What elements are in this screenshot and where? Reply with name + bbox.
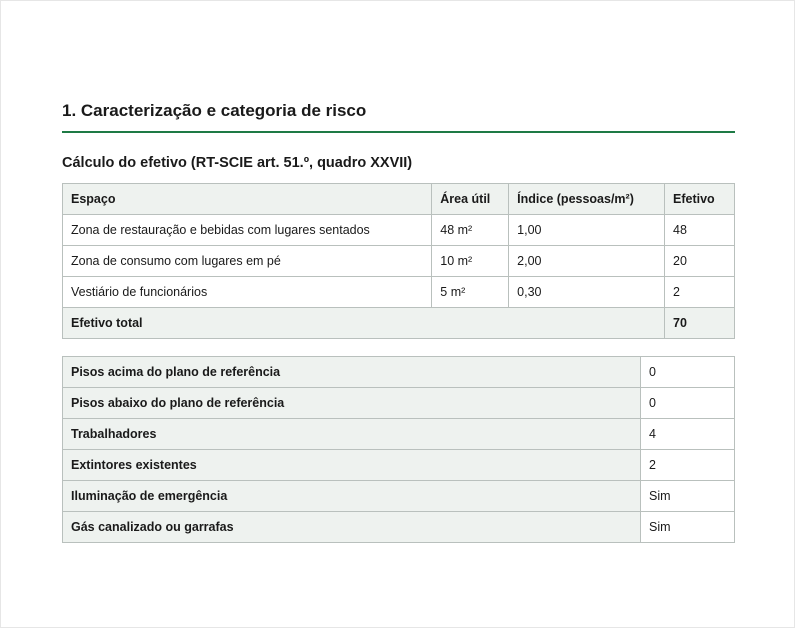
header-indice: Índice (pessoas/m²) [509, 184, 665, 215]
cell-efetivo: 2 [665, 277, 735, 308]
table-row [63, 215, 735, 246]
info-value: 4 [641, 419, 735, 450]
info-value: 0 [641, 388, 735, 419]
info-value: 0 [641, 357, 735, 388]
total-value: 70 [665, 308, 735, 339]
info-label: Trabalhadores [63, 419, 641, 450]
efetivo-table [62, 183, 735, 339]
info-label: Iluminação de emergência [63, 481, 641, 512]
cell-area-util: 10 m² [432, 246, 509, 277]
table-row [63, 246, 735, 277]
header-area-util: Área útil [432, 184, 509, 215]
efetivo-table-title: Cálculo do efetivo (RT-SCIE art. 51.º, quadro XXVII) [62, 155, 413, 171]
cell-espaco: Zona de consumo com lugares em pé [63, 246, 432, 277]
cell-espaco: Zona de restauração e bebidas com lugares sentados [63, 215, 432, 246]
info-row [63, 357, 735, 388]
cell-indice: 2,00 [509, 246, 665, 277]
building-info-table [62, 356, 735, 543]
info-row [63, 388, 735, 419]
info-label: Gás canalizado ou garrafas [63, 512, 641, 543]
info-label: Pisos acima do plano de referência [63, 357, 641, 388]
table-row [63, 277, 735, 308]
info-row [63, 512, 735, 543]
total-row [63, 308, 735, 339]
info-row [63, 481, 735, 512]
total-label: Efetivo total [63, 308, 665, 339]
cell-area-util: 5 m² [432, 277, 509, 308]
info-row [63, 419, 735, 450]
cell-indice: 1,00 [509, 215, 665, 246]
cell-area-util: 48 m² [432, 215, 509, 246]
cell-espaco: Vestiário de funcionários [63, 277, 432, 308]
info-value: Sim [641, 481, 735, 512]
header-espaco: Espaço [63, 184, 432, 215]
info-value: Sim [641, 512, 735, 543]
info-label: Extintores existentes [63, 450, 641, 481]
info-value: 2 [641, 450, 735, 481]
cell-efetivo: 48 [665, 215, 735, 246]
header-efetivo: Efetivo [665, 184, 735, 215]
cell-indice: 0,30 [509, 277, 665, 308]
section-title: 1. Caracterização e categoria de risco [62, 101, 735, 133]
cell-efetivo: 20 [665, 246, 735, 277]
info-label: Pisos abaixo do plano de referência [63, 388, 641, 419]
info-row [63, 450, 735, 481]
table-header-row [63, 184, 735, 215]
